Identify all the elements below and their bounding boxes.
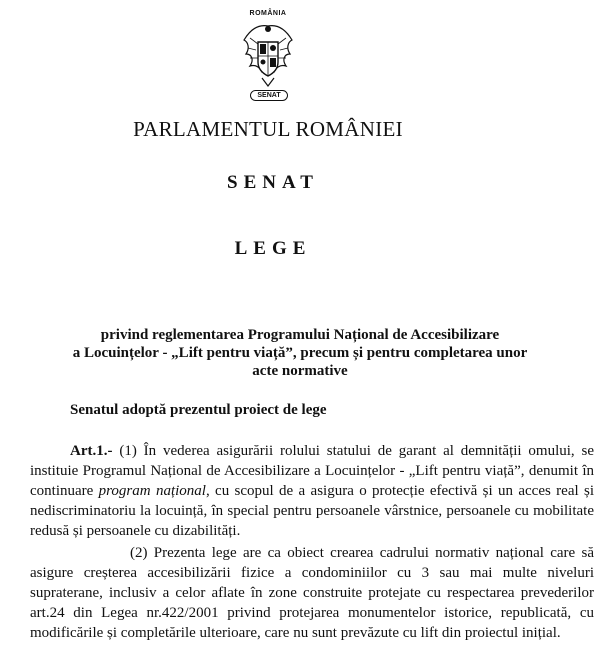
- crest-top-label: ROMÂNIA: [249, 10, 287, 17]
- paragraph-text: În vederea asigurării rolului statului de garant al demnității omului, se instituie Programul Național de Accesibilizare a Locuințelor - „Lift pentru viață”, denumit în continuare: [30, 443, 595, 499]
- adoption-statement: Senatul adoptă prezentul proiect de lege: [70, 402, 327, 418]
- paragraph-number: (1): [119, 443, 137, 459]
- eagle-shield-icon: [240, 20, 296, 90]
- chamber-title: SENAT: [227, 172, 319, 193]
- romania-coat-of-arms: [236, 10, 300, 102]
- article-1: [30, 441, 595, 645]
- document-type: LEGE: [234, 238, 312, 259]
- article-1-paragraph-2: [30, 543, 594, 643]
- subject-line-1: privind reglementarea Programului Național de Accesibilizare: [100, 327, 500, 343]
- crest-bottom-label: SENAT: [250, 90, 288, 101]
- paragraph-italic-term: program național: [98, 483, 206, 499]
- paragraph-text-continued: , cu scopul de a asigura o protecție efectivă și un acces real și nediscriminatoriu la locuință, în special pentru persoanele vârstnice, persoanele cu mobilitate redusă și persoanele cu dizabilități.: [30, 483, 594, 539]
- institution-title: PARLAMENTUL ROMÂNIEI: [133, 117, 403, 141]
- paragraph-text: Prezenta lege are ca obiect crearea cadrului normativ național care să asigure creșterea accesibilizării fizice a condominiilor cu 3 sau mai multe niveluri supraterane, inclusiv a celor aflate în zone construite protejate cu respectarea prevederilor art.24 din Legea nr.422/2001 privind protejarea monumentelor istorice, republicată, cu modificările și completările ulterioare, care nu sunt prevăzute cu lift din proiectul inițial.: [30, 545, 594, 641]
- article-label: Art.1.-: [70, 443, 113, 459]
- subject-line-3: acte normative: [252, 363, 348, 379]
- paragraph-number: (2): [130, 545, 148, 561]
- article-1-paragraph-1: [30, 441, 594, 541]
- law-subject: [40, 326, 560, 380]
- subject-line-2: a Locuințelor - „Lift pentru viață”, precum și pentru completarea unor: [72, 345, 528, 361]
